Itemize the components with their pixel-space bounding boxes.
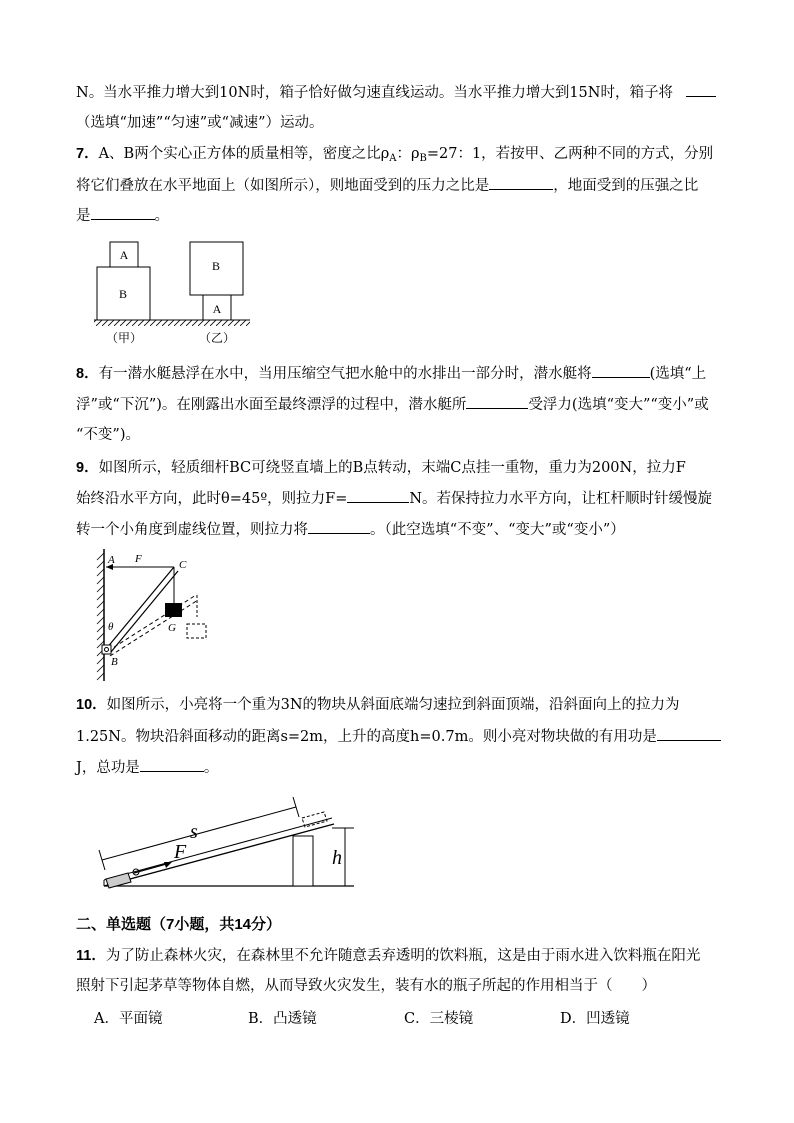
q9-label-g: G [168, 622, 176, 634]
q8-float-sink-blank[interactable] [592, 363, 650, 378]
q10-number: 10． [76, 697, 107, 713]
q11-line2 [76, 976, 656, 996]
q9-wall-hatch [97, 553, 104, 680]
q7-sub-a: A [389, 153, 397, 164]
q9-text-3a: 转一个小角度到虚线位置，则拉力将 [76, 522, 308, 538]
q10-force-arrowhead [164, 862, 172, 868]
q10-line1 [76, 695, 680, 715]
q7-text-1a: A、B两个实心正方体的质量相等，密度之比ρ [98, 146, 390, 162]
q7-text-3a: 是 [76, 208, 91, 224]
q7-jia-caption: （甲） [105, 331, 143, 345]
q10-label-h: h [332, 847, 342, 869]
q7-pressure-force-ratio-blank[interactable] [489, 175, 553, 190]
q7-text-3b: 。 [154, 208, 169, 224]
q7-text-2b: ，地面受到的压强之比 [553, 178, 699, 194]
q10-total-work-blank[interactable] [140, 757, 204, 772]
q11-number: 11． [76, 948, 106, 964]
q7-yi-label-b: B [211, 259, 221, 273]
q9-line1 [76, 458, 686, 478]
section-2-heading: 二、单选题（7小题，共14分） [76, 916, 282, 933]
q8-text-2a: 浮”或“下沉”)。在刚露出水面至最终漂浮的过程中，潜水艇所 [76, 397, 467, 413]
q7-figure [90, 236, 260, 348]
q10-s-tick-right [293, 797, 299, 817]
q9-number: 9． [76, 460, 99, 476]
q10-text-1: 如图所示，小亮将一个重为3N的物块从斜面底端匀速拉到斜面顶端，沿斜面向上的拉力为 [106, 697, 680, 713]
q8-number: 8． [76, 366, 99, 382]
q8-text-2b: 受浮力(选填“变大”“变小”或 [528, 397, 709, 413]
q10-text-3b: 。 [203, 760, 219, 776]
q9-text-3b: 。（此空选填“不变”、“变大”或“变小”） [370, 522, 625, 538]
q9-dashed-weight [187, 624, 206, 638]
q9-text-2b: N。若保持拉力水平方向，让杠杆顺时针缓慢旋 [409, 491, 713, 507]
q9-text-2a: 始终沿水平方向，此时θ=45º，则拉力F= [76, 491, 348, 507]
q9-label-theta: θ [108, 621, 114, 633]
q8-line1 [76, 363, 706, 384]
q6-line2 [76, 113, 323, 133]
q6-text-2: （选填“加速”“匀速”或“减速”）运动。 [76, 115, 324, 131]
q7-line3 [76, 205, 169, 226]
q8-text-1a: 有一潜水艇悬浮在水中，当用压缩空气把水舱中的水排出一部分时，潜水艇将 [98, 366, 592, 382]
q10-support [293, 836, 313, 886]
q9-change-blank[interactable] [308, 519, 370, 534]
q10-text-2: 1.25N。物块沿斜面移动的距离s=2m，上升的高度h=0.7m。则小亮对物块做的有用功是 [76, 729, 657, 745]
q11-option-c[interactable]: C．三棱镜 [404, 1011, 474, 1027]
q10-s-tick-left [99, 850, 105, 870]
q6-line1 [76, 82, 716, 103]
q7-text-1c: =27：1，若按甲、乙两种不同的方式，分别 [426, 146, 714, 162]
q11-option-a[interactable]: A．平面镜 [94, 1011, 163, 1027]
q11-option-d[interactable]: D．凹透镜 [560, 1011, 630, 1027]
q7-line2 [76, 175, 698, 196]
q10-text-3a: J，总功是 [76, 760, 140, 776]
q8-text-1b: (选填“上 [649, 366, 707, 382]
q11-line1 [76, 946, 700, 966]
q7-text-1b: ：ρ [396, 146, 420, 162]
q10-figure [92, 790, 364, 895]
q10-line3 [76, 757, 218, 778]
q8-line2 [76, 394, 709, 415]
q9-label-f: F [135, 553, 142, 565]
q9-text-1: 如图所示，轻质细杆BC可绕竖直墙上的B点转动，末端C点挂一重物，重力为200N，拉力F [98, 460, 686, 476]
q7-text-2a: 将它们叠放在水平地面上（如图所示），则地面受到的压力之比是 [76, 178, 490, 194]
q11-text-2: 照射下引起茅草等物体自燃，从而导致火灾发生，装有水的瓶子所起的作用相当于（ ） [76, 978, 656, 994]
q9-label-b: B [111, 656, 118, 668]
q8-text-3: “不变”)。 [76, 427, 140, 443]
q7-sub-b: B [419, 153, 427, 164]
q10-label-s: s [190, 821, 198, 843]
q9-force-blank[interactable] [347, 488, 409, 503]
q6-answer-blank[interactable] [686, 82, 716, 97]
q7-yi-caption: （乙） [198, 331, 236, 345]
q8-line3 [76, 425, 140, 445]
q9-dashed-rod [108, 595, 196, 651]
q11-text-1: 为了防止森林火灾，在森林里不允许随意丢弃透明的饮料瓶，这是由于雨水进入饮料瓶在阳光 [105, 948, 701, 964]
q7-number: 7． [76, 146, 99, 162]
q7-line1 [76, 144, 713, 169]
q7-ground-hatch [94, 320, 250, 326]
q10-label-f: F [174, 841, 187, 863]
q9-label-a: A [108, 554, 115, 566]
q9-line3 [76, 519, 625, 540]
q8-buoyancy-blank[interactable] [466, 394, 528, 409]
q10-s-dimension [102, 807, 296, 860]
q7-jia-label-b: B [118, 287, 128, 301]
q9-weight [165, 603, 182, 617]
q7-yi-label-a: A [212, 302, 222, 316]
q11-option-b[interactable]: B．凸透镜 [248, 1011, 317, 1027]
q9-pivot [102, 645, 111, 654]
q7-pressure-ratio-blank[interactable] [91, 205, 155, 220]
q9-label-c: C [179, 559, 187, 571]
q7-jia-label-a: A [119, 248, 129, 262]
q9-line2 [76, 488, 712, 509]
q9-figure [90, 545, 215, 685]
q6-text-1a: N。当水平推力增大到10N时，箱子恰好做匀速直线运动。当水平推力增大到15N时，箱子将 [76, 85, 673, 101]
q10-line2 [76, 726, 721, 747]
q10-useful-work-blank[interactable] [657, 726, 721, 741]
